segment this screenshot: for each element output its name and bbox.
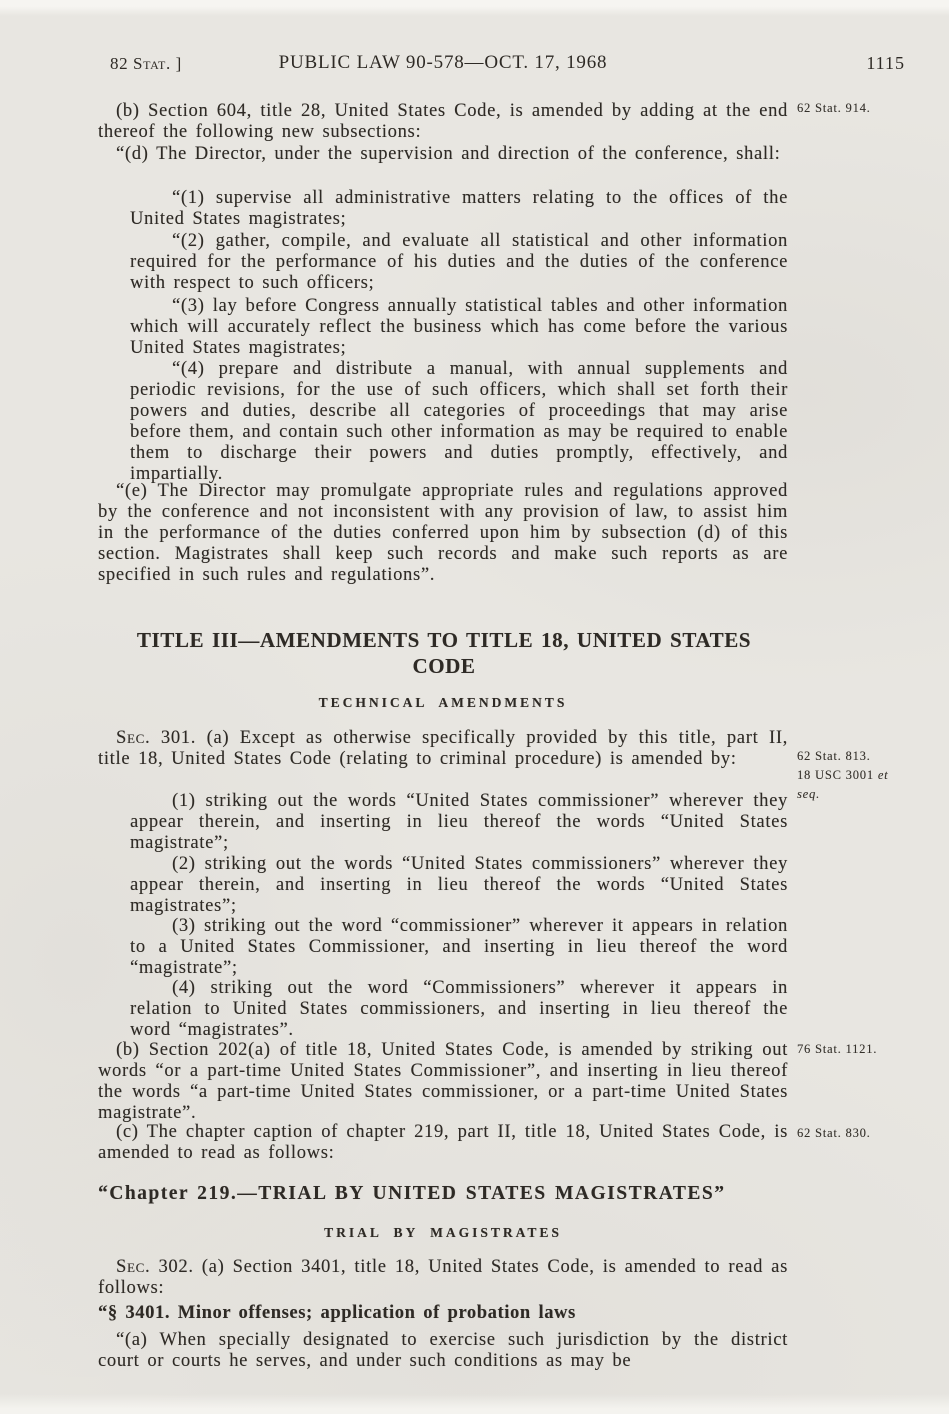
technical-amendments-heading: TECHNICAL AMENDMENTS	[318, 695, 568, 710]
public-law-running-head: PUBLIC LAW 90-578—OCT. 17, 1968	[278, 52, 608, 73]
usc-citation: 18 USC 3001	[797, 768, 874, 782]
paragraph-d-director: “(d) The Director, under the supervision and direction of the conference, shall:	[116, 144, 781, 164]
page-bottom-edge	[0, 1394, 949, 1414]
chapter-219-heading: “Chapter 219.—TRIAL BY UNITED STATES MAGISTRATES”	[98, 1183, 726, 1204]
sec-301-label: Sec. 301.	[116, 728, 197, 748]
sec-302-text: (a) Section 3401, title 18, United States Code, is amended to read as follows:	[98, 1257, 788, 1298]
paragraph-e-rules: “(e) The Director may promulgate appropriate rules and regulations approved by the conference and not inconsistent with any provision of law, to assist him in the performance of the duties conferred upon him by subsection (d) of this section. Magistrates shall keep such records and make such reports as are specified in such rules and regulations”.	[98, 481, 788, 585]
section-3401-heading: “§ 3401. Minor offenses; application of probation laws	[98, 1303, 576, 1323]
paragraph-301c-caption: (c) The chapter caption of chapter 219, part II, title 18, United States Code, is amended to read as follows:	[98, 1122, 788, 1163]
trial-by-magistrates-heading: TRIAL BY MAGISTRATES	[324, 1225, 562, 1240]
sec-301-item-2: (2) striking out the words “United States commissioners” wherever they appear therein, and inserting in lieu thereof the words “United States magistrates”;	[130, 854, 788, 916]
paragraph-301b-sec202a: (b) Section 202(a) of title 18, United States Code, is amended by striking out words “or a part-time United States Commissioner”, and inserting in lieu thereof the words “a part-time United States commissioner, or a part-time United States magistrate”.	[98, 1040, 788, 1123]
margin-note-76-stat-1121: 76 Stat. 1121.	[797, 1042, 878, 1056]
page-number: 1115	[866, 53, 905, 73]
title-iii-heading: TITLE III—AMENDMENTS TO TITLE 18, UNITED STATES CODE	[136, 628, 752, 678]
sec-301-item-1: (1) striking out the words “United States commissioner” wherever they appear therein, and inserting in lieu thereof the words “United States magistrate”;	[130, 791, 788, 853]
subsection-d-item-2: “(2) gather, compile, and evaluate all statistical and other information required for the performance of his duties and the duties of the conference with respect to such officers;	[130, 231, 788, 293]
seq-italic: seq.	[797, 787, 820, 801]
sec-301-item-3: (3) striking out the word “commissioner” wherever it appears in relation to a United States Commissioner, and inserting in lieu thereof the word “magistrate”;	[130, 916, 788, 978]
paragraph-3401a: “(a) When specially designated to exercise such jurisdiction by the district court or courts he serves, and under such conditions as may be	[98, 1330, 788, 1371]
subsection-d-item-1: “(1) supervise all administrative matters relating to the offices of the United States magistrates;	[130, 188, 788, 229]
sec-301-text: (a) Except as otherwise specifically provided by this title, part II, title 18, United States Code (relating to criminal procedure) is amended by:	[98, 728, 789, 769]
subsection-d-item-3: “(3) lay before Congress annually statistical tables and other information which will accurately reflect the business which has come before the various United States magistrates;	[130, 296, 788, 358]
et-italic: et	[877, 768, 889, 782]
volume-stat-label: 82 Stat. ]	[110, 54, 182, 73]
margin-note-line-1: 62 Stat. 813.	[797, 749, 871, 763]
subsection-d-item-4: “(4) prepare and distribute a manual, with annual supplements and periodic revisions, for the use of such officers, which shall set forth their powers and duties, describe all categories of proceedings that may arise before them, and contain such other information as may be required to enable them to discharge their powers and duties promptly, effectively, and impartially.	[130, 359, 788, 484]
sec-301-paragraph	[98, 728, 788, 770]
sec-302-paragraph	[98, 1257, 788, 1299]
margin-note-62-stat-813	[797, 747, 947, 804]
margin-note-62-stat-830: 62 Stat. 830.	[797, 1126, 871, 1140]
page-top-edge	[0, 0, 949, 16]
margin-note-62-stat-914: 62 Stat. 914.	[797, 101, 871, 115]
margin-note-line-3	[797, 785, 947, 804]
paragraph-b-sec604: (b) Section 604, title 28, United States Code, is amended by adding at the end thereof the following new subsections:	[98, 101, 788, 142]
sec-301-item-4: (4) striking out the word “Commissioners” wherever it appears in relation to United States commissioners, and inserting in lieu thereof the word “magistrates”.	[130, 978, 788, 1040]
margin-note-line-2	[797, 766, 947, 785]
sec-302-label: Sec. 302.	[116, 1257, 194, 1277]
